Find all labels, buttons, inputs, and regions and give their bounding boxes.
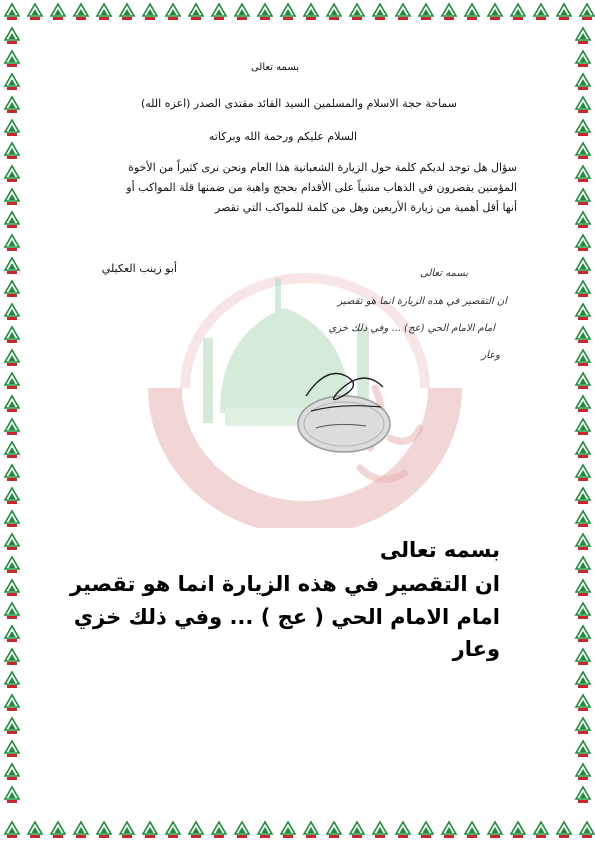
triangle-tree-icon xyxy=(576,442,590,458)
triangle-tree-icon xyxy=(5,166,19,182)
triangle-tree-icon xyxy=(465,4,479,20)
triangle-tree-icon xyxy=(576,396,590,412)
triangle-tree-icon xyxy=(576,281,590,297)
triangle-tree-icon xyxy=(5,51,19,67)
triangle-tree-icon xyxy=(212,4,226,20)
triangle-tree-icon xyxy=(5,626,19,642)
triangle-tree-icon xyxy=(5,419,19,435)
triangle-tree-icon xyxy=(576,511,590,527)
handwritten-basmala: بسمه تعالى xyxy=(420,268,469,279)
triangle-tree-icon xyxy=(28,822,42,838)
triangle-tree-icon xyxy=(396,822,410,838)
triangle-tree-icon xyxy=(5,304,19,320)
triangle-tree-icon xyxy=(576,626,590,642)
triangle-tree-icon xyxy=(5,28,19,44)
decorative-border-left xyxy=(0,0,24,842)
triangle-tree-icon xyxy=(576,258,590,274)
triangle-tree-icon xyxy=(442,4,456,20)
letter-salutation: السلام عليكم ورحمة الله وبركاته xyxy=(208,130,357,143)
triangle-tree-icon xyxy=(576,373,590,389)
triangle-tree-icon xyxy=(5,442,19,458)
triangle-tree-icon xyxy=(166,4,180,20)
triangle-tree-icon xyxy=(189,822,203,838)
triangle-tree-icon xyxy=(5,695,19,711)
triangle-tree-icon xyxy=(576,603,590,619)
triangle-tree-icon xyxy=(212,822,226,838)
triangle-tree-icon xyxy=(576,695,590,711)
triangle-tree-icon xyxy=(576,97,590,113)
triangle-tree-icon xyxy=(235,4,249,20)
answer-line-1: ان التقصير في هذه الزيارة انما هو تقصير xyxy=(70,572,500,596)
triangle-tree-icon xyxy=(120,4,134,20)
triangle-tree-icon xyxy=(5,281,19,297)
triangle-tree-icon xyxy=(97,4,111,20)
triangle-tree-icon xyxy=(576,488,590,504)
triangle-tree-icon xyxy=(576,327,590,343)
decorative-border-bottom xyxy=(0,818,595,842)
triangle-tree-icon xyxy=(576,787,590,803)
triangle-tree-icon xyxy=(5,97,19,113)
triangle-tree-icon xyxy=(373,4,387,20)
triangle-tree-icon xyxy=(396,4,410,20)
triangle-tree-icon xyxy=(5,488,19,504)
triangle-tree-icon xyxy=(5,741,19,757)
triangle-tree-icon xyxy=(576,741,590,757)
triangle-tree-icon xyxy=(350,822,364,838)
triangle-tree-icon xyxy=(576,143,590,159)
triangle-tree-icon xyxy=(488,822,502,838)
letter-question: سؤال هل توجد لديكم كلمة حول الزيارة الشعبانية هذا العام ونحن نرى كثيراً من الأخوة المؤمنين يقصرون في الذهاب مشياً على الأقدام بحجج واهية من ضمنها قلة المواكب أو أنها أقل أهمية من زيارة الأربعين وهل من كلمة للمواكب التي تقصر xyxy=(126,161,517,214)
triangle-tree-icon xyxy=(576,304,590,320)
answer-line-2: امام الامام الحي ( عج ) ... وفي ذلك خزي xyxy=(73,605,500,629)
triangle-tree-icon xyxy=(419,4,433,20)
triangle-tree-icon xyxy=(534,822,548,838)
triangle-tree-icon xyxy=(5,327,19,343)
triangle-tree-icon xyxy=(5,557,19,573)
triangle-tree-icon xyxy=(576,672,590,688)
triangle-tree-icon xyxy=(327,4,341,20)
border-motif-col-right xyxy=(571,0,595,842)
triangle-tree-icon xyxy=(143,4,157,20)
triangle-tree-icon xyxy=(350,4,364,20)
triangle-tree-icon xyxy=(120,822,134,838)
triangle-tree-icon xyxy=(373,822,387,838)
triangle-tree-icon xyxy=(304,822,318,838)
triangle-tree-icon xyxy=(576,212,590,228)
triangle-tree-icon xyxy=(5,718,19,734)
triangle-tree-icon xyxy=(576,580,590,596)
answer-basmala: بسمه تعالى xyxy=(379,538,500,562)
triangle-tree-icon xyxy=(419,822,433,838)
triangle-tree-icon xyxy=(576,189,590,205)
triangle-tree-icon xyxy=(281,822,295,838)
triangle-tree-icon xyxy=(5,373,19,389)
letter-basmala: بسمه تعالى xyxy=(250,62,300,73)
triangle-tree-icon xyxy=(5,74,19,90)
handwritten-line-3: وعار xyxy=(481,350,500,361)
decorative-border-top xyxy=(0,0,595,24)
triangle-tree-icon xyxy=(576,465,590,481)
triangle-tree-icon xyxy=(304,4,318,20)
triangle-tree-icon xyxy=(5,580,19,596)
triangle-tree-icon xyxy=(5,465,19,481)
triangle-tree-icon xyxy=(5,672,19,688)
triangle-tree-icon xyxy=(5,258,19,274)
triangle-tree-icon xyxy=(5,212,19,228)
triangle-tree-icon xyxy=(534,4,548,20)
triangle-tree-icon xyxy=(5,649,19,665)
triangle-tree-icon xyxy=(28,4,42,20)
triangle-tree-icon xyxy=(189,4,203,20)
triangle-tree-icon xyxy=(258,822,272,838)
triangle-tree-icon xyxy=(74,822,88,838)
triangle-tree-icon xyxy=(166,822,180,838)
border-motif-row-top xyxy=(0,0,595,24)
triangle-tree-icon xyxy=(576,534,590,550)
triangle-tree-icon xyxy=(442,822,456,838)
triangle-tree-icon xyxy=(5,235,19,251)
triangle-tree-icon xyxy=(576,718,590,734)
triangle-tree-icon xyxy=(576,557,590,573)
triangle-tree-icon xyxy=(557,822,571,838)
triangle-tree-icon xyxy=(143,822,157,838)
triangle-tree-icon xyxy=(488,4,502,20)
triangle-tree-icon xyxy=(576,120,590,136)
triangle-tree-icon xyxy=(576,28,590,44)
border-motif-row-bottom xyxy=(0,818,595,842)
handwritten-line-1: ان التقصير في هذه الزيارة انما هو تقصير xyxy=(337,296,507,307)
triangle-tree-icon xyxy=(5,120,19,136)
answer-line-3: وعار xyxy=(452,637,500,661)
triangle-tree-icon xyxy=(5,350,19,366)
triangle-tree-icon xyxy=(5,787,19,803)
letter-sender: أبو زينب العكيلي xyxy=(101,262,177,275)
triangle-tree-icon xyxy=(51,4,65,20)
triangle-tree-icon xyxy=(5,143,19,159)
triangle-tree-icon xyxy=(511,4,525,20)
triangle-tree-icon xyxy=(5,396,19,412)
triangle-tree-icon xyxy=(511,822,525,838)
triangle-tree-icon xyxy=(576,350,590,366)
triangle-tree-icon xyxy=(576,166,590,182)
handwritten-signature-and-seal xyxy=(286,356,396,456)
triangle-tree-icon xyxy=(97,822,111,838)
triangle-tree-icon xyxy=(281,4,295,20)
triangle-tree-icon xyxy=(576,764,590,780)
triangle-tree-icon xyxy=(74,4,88,20)
triangle-tree-icon xyxy=(5,534,19,550)
decorative-border-right xyxy=(571,0,595,842)
triangle-tree-icon xyxy=(51,822,65,838)
letter-addressee: سماحة حجة الاسلام والمسلمين السيد القائد مقتدى الصدر (اعزه الله) xyxy=(140,97,457,110)
triangle-tree-icon xyxy=(235,822,249,838)
triangle-tree-icon xyxy=(465,822,479,838)
triangle-tree-icon xyxy=(5,189,19,205)
triangle-tree-icon xyxy=(576,649,590,665)
triangle-tree-icon xyxy=(576,419,590,435)
triangle-tree-icon xyxy=(5,511,19,527)
triangle-tree-icon xyxy=(576,235,590,251)
triangle-tree-icon xyxy=(557,4,571,20)
handwritten-line-2: امام الامام الحي (عج) ... وفي ذلك خزي xyxy=(328,323,495,334)
triangle-tree-icon xyxy=(576,51,590,67)
border-motif-col-left xyxy=(0,0,24,842)
triangle-tree-icon xyxy=(327,822,341,838)
triangle-tree-icon xyxy=(576,74,590,90)
triangle-tree-icon xyxy=(258,4,272,20)
triangle-tree-icon xyxy=(5,764,19,780)
triangle-tree-icon xyxy=(5,603,19,619)
